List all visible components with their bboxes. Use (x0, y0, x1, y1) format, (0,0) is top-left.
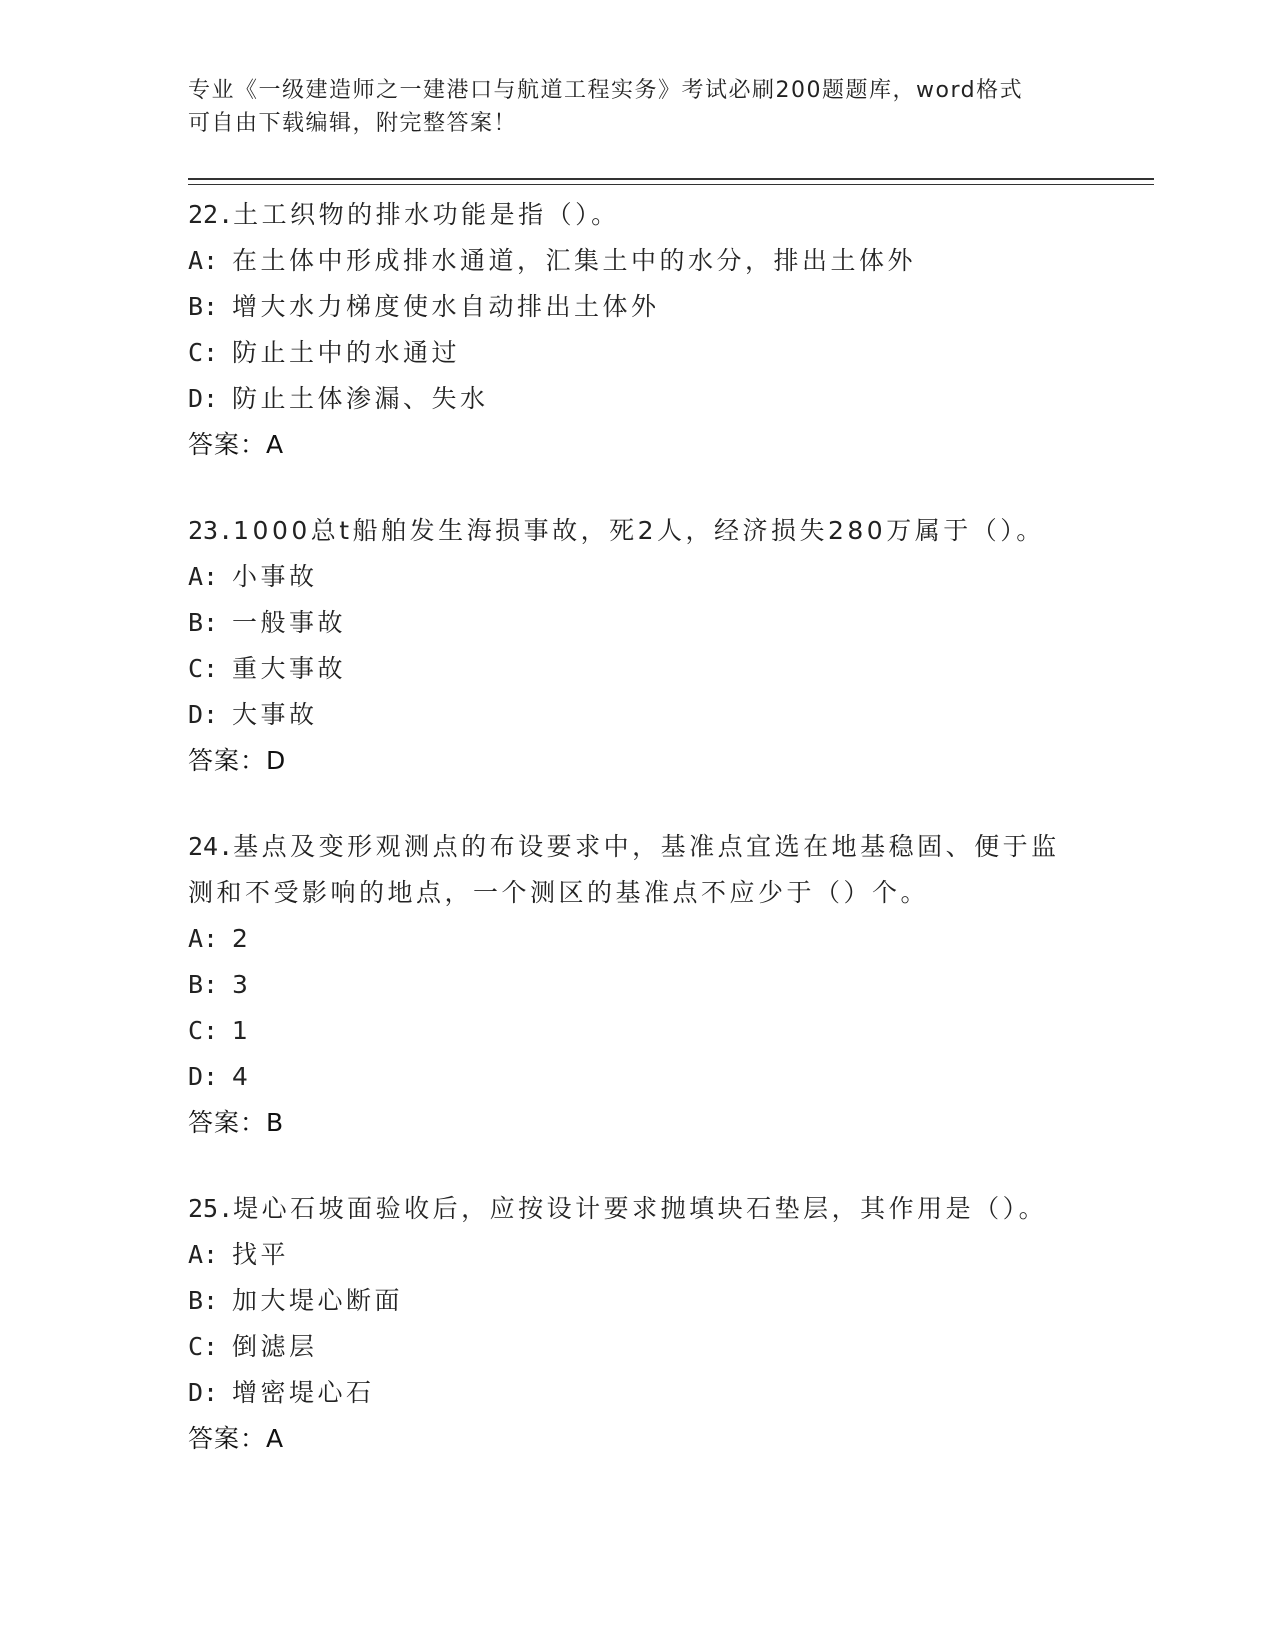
option-a (188, 916, 1088, 962)
question-stem (188, 1186, 1088, 1232)
question-25 (188, 1186, 1088, 1462)
option-letter: D: (188, 384, 219, 413)
option-letter: B: (188, 970, 219, 999)
question-list (188, 192, 1088, 1502)
option-letter: D: (188, 1378, 219, 1407)
header-title-line-2: 可自由下载编辑，附完整答案！ (188, 111, 518, 136)
option-text: 一般事故 (232, 608, 347, 637)
option-text: 增大水力梯度使水自动排出土体外 (232, 292, 660, 321)
option-letter: C: (188, 338, 219, 367)
option-letter: B: (188, 1286, 219, 1315)
option-c (188, 1008, 1088, 1054)
header-divider-thin (188, 184, 1154, 185)
option-text: 加大堤心断面 (232, 1286, 404, 1315)
option-d (188, 376, 1088, 422)
option-c (188, 1324, 1088, 1370)
option-d (188, 1054, 1088, 1100)
question-number: 23. (188, 516, 234, 545)
question-23 (188, 508, 1088, 784)
option-text: 增密堤心石 (232, 1378, 375, 1407)
document-header (188, 74, 1088, 140)
option-letter: D: (188, 1062, 219, 1091)
option-letter: A: (188, 1240, 219, 1269)
option-text: 4 (232, 1062, 252, 1091)
option-letter: C: (188, 1016, 219, 1045)
option-b (188, 284, 1088, 330)
option-c (188, 330, 1088, 376)
question-24 (188, 824, 1088, 1146)
question-number: 24. (188, 832, 234, 861)
option-text: 防止土体渗漏、失水 (232, 384, 489, 413)
question-stem (188, 824, 1088, 916)
option-text: 重大事故 (232, 654, 347, 683)
option-d (188, 1370, 1088, 1416)
question-number: 22. (188, 200, 234, 229)
option-a (188, 1232, 1088, 1278)
question-text: 堤心石坡面验收后，应按设计要求抛填块石垫层，其作用是（）。 (233, 1194, 1048, 1223)
option-letter: A: (188, 924, 219, 953)
option-a (188, 238, 1088, 284)
question-22 (188, 192, 1088, 468)
header-divider-thick (188, 178, 1154, 180)
option-text: 在土体中形成排水通道，汇集土中的水分，排出土体外 (232, 246, 917, 275)
option-b (188, 600, 1088, 646)
option-letter: B: (188, 608, 219, 637)
question-number: 25. (188, 1194, 234, 1223)
option-letter: A: (188, 562, 219, 591)
option-d (188, 692, 1088, 738)
option-text: 找平 (232, 1240, 290, 1269)
option-text: 小事故 (232, 562, 318, 591)
question-stem (188, 508, 1088, 554)
option-c (188, 646, 1088, 692)
option-a (188, 554, 1088, 600)
option-letter: C: (188, 654, 219, 683)
option-b (188, 962, 1088, 1008)
answer-label: 答案：A (188, 430, 285, 459)
option-text: 1 (232, 1016, 252, 1045)
option-text: 倒滤层 (232, 1332, 318, 1361)
question-text: 土工织物的排水功能是指（）。 (233, 200, 620, 229)
answer-label: 答案：B (188, 1108, 285, 1137)
answer-label: 答案：D (188, 746, 287, 775)
option-text: 2 (232, 924, 252, 953)
option-letter: A: (188, 246, 219, 275)
option-text: 防止土中的水通过 (232, 338, 461, 367)
question-text: 1000总t船舶发生海损事故，死2人，经济损失280万属于（）。 (233, 516, 1045, 545)
header-title-line-1: 专业《一级建造师之一建港口与航道工程实务》考试必刷200题题库，word格式 (188, 78, 1024, 103)
option-letter: D: (188, 700, 219, 729)
question-text: 基点及变形观测点的布设要求中，基准点宜选在地基稳固、便于监测和不受影响的地点，一个测区的基准点不应少于（）个。 (188, 832, 1060, 907)
question-stem (188, 192, 1088, 238)
option-letter: C: (188, 1332, 219, 1361)
option-text: 3 (232, 970, 252, 999)
answer-label: 答案：A (188, 1424, 285, 1453)
option-letter: B: (188, 292, 219, 321)
option-b (188, 1278, 1088, 1324)
option-text: 大事故 (232, 700, 318, 729)
